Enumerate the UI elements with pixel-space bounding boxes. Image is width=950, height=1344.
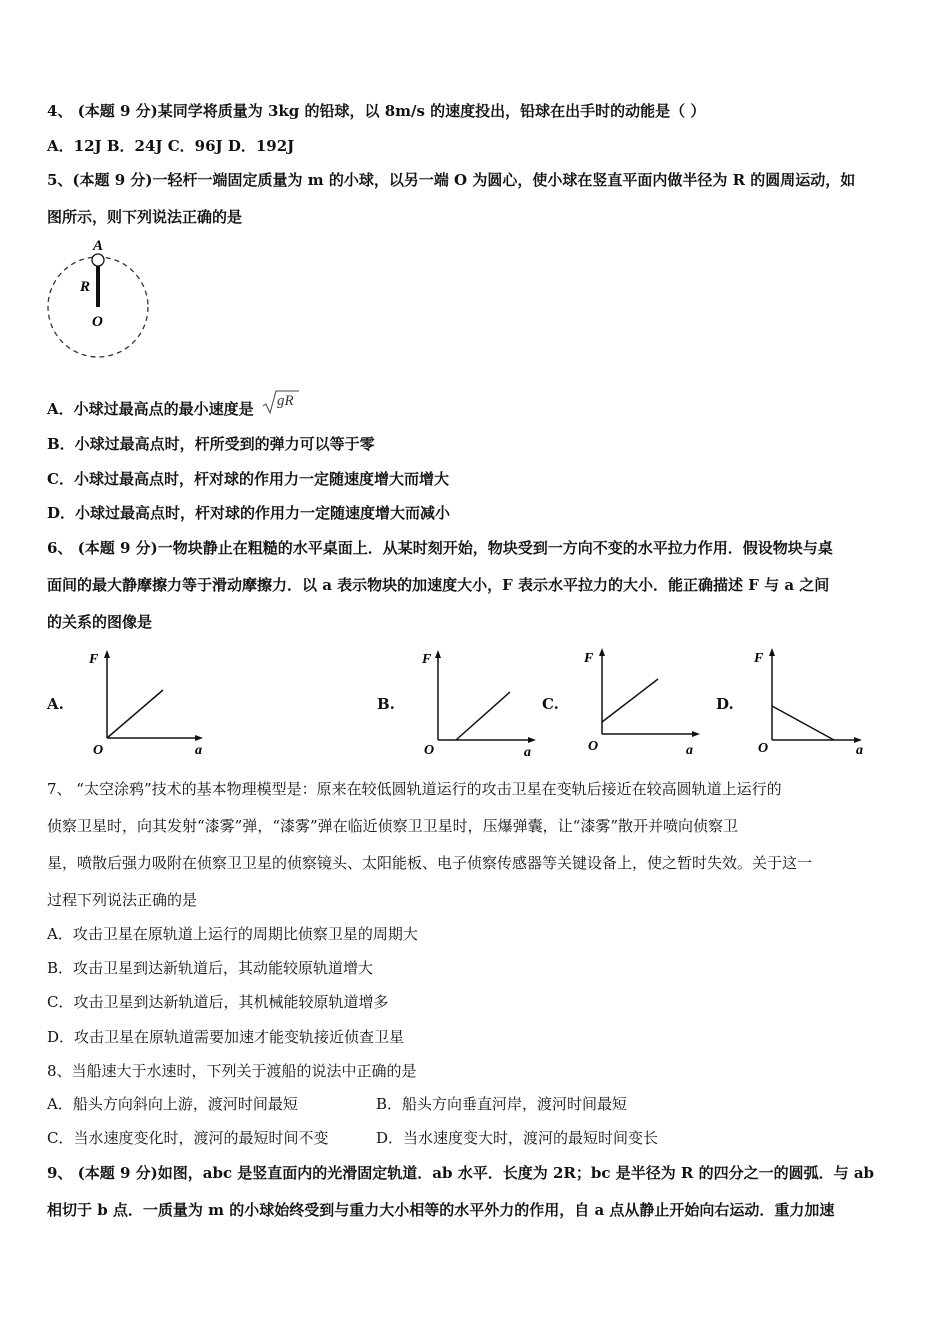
graph-d-label: D. (716, 695, 734, 713)
graph-c-label: C. (542, 695, 559, 713)
graph-d-line (772, 706, 834, 740)
q7-option-a: A．攻击卫星在原轨道上运行的周期比侦察卫星的周期大 (47, 925, 418, 943)
graph-a-origin: O (93, 743, 104, 758)
q5-option-a (47, 388, 301, 419)
graph-d (752, 646, 882, 758)
q7-line4: 过程下列说法正确的是 (47, 891, 198, 909)
q4-options: A．12J B．24J C．96J D．192J (47, 137, 295, 155)
formula-gR: gR (276, 393, 294, 409)
graph-d-x-label: a (856, 743, 863, 758)
q5-option-b: B．小球过最高点时，杆所受到的弹力可以等于零 (47, 435, 375, 453)
q4-stem: 4、 (本题 9 分)某同学将质量为 3kg 的铅球，以 8m/s 的速度投出，铅球在出手时的动能是（ ） (47, 102, 706, 120)
graph-c-y-label: F (584, 651, 594, 666)
q8-option-d: D．当水速度变大时，渡河的最短时间变长 (376, 1129, 659, 1147)
q5-stem-line1: 5、(本题 9 分)一轻杆一端固定质量为 m 的小球，以另一端 O 为圆心，使小球在竖直平面内做半径为 R 的圆周运动，如 (47, 171, 856, 189)
graph-d-y-label: F (754, 651, 764, 666)
q6-line3: 的关系的图像是 (47, 613, 153, 631)
q8-stem: 8、当船速大于水速时，下列关于渡船的说法中正确的是 (47, 1062, 417, 1080)
q6-line1: 6、 (本题 9 分)一物块静止在粗糙的水平桌面上．从某时刻开始，物块受到一方向不变的水平拉力作用．假设物块与桌 (47, 539, 833, 557)
q5-option-d: D．小球过最高点时，杆对球的作用力一定随速度增大而减小 (47, 504, 451, 522)
q7-option-c: C．攻击卫星到达新轨道后，其机械能较原轨道增多 (47, 993, 389, 1011)
graph-b (418, 648, 548, 760)
q8-option-b: B．船头方向垂直河岸，渡河时间最短 (376, 1095, 628, 1113)
q8-option-a: A．船头方向斜向上游，渡河时间最短 (47, 1095, 298, 1113)
graph-d-origin: O (758, 741, 769, 756)
graph-b-origin: O (424, 743, 435, 758)
q7-line1: 7、 “太空涂鸦”技术的基本物理模型是：原来在较低圆轨道运行的攻击卫星在变轨后接近在较高圆轨道上运行的 (47, 780, 782, 798)
graph-a-y-label: F (89, 652, 99, 667)
q7-line2: 侦察卫星时，向其发射“漆雾”弹，“漆雾”弹在临近侦察卫卫星时，压爆弹囊，让“漆雾”散开并喷向侦察卫 (47, 817, 739, 835)
graph-c-line (602, 679, 658, 722)
graph-c-origin: O (588, 739, 599, 754)
graph-b-x-label: a (524, 745, 531, 760)
graph-b-line (456, 692, 510, 740)
q5-stem-line2: 图所示，则下列说法正确的是 (47, 208, 243, 226)
q5-circle-figure (40, 236, 160, 366)
graph-a (85, 648, 215, 760)
label-O: O (92, 314, 103, 330)
graph-a-label: A. (47, 695, 64, 713)
q9-line2: 相切于 b 点．一质量为 m 的小球始终受到与重力大小相等的水平外力的作用，自 a 点从静止开始向右运动．重力加速 (47, 1201, 835, 1219)
q5-option-c: C．小球过最高点时，杆对球的作用力一定随速度增大而增大 (47, 470, 449, 488)
graph-c (582, 646, 712, 758)
graph-a-x-label: a (195, 743, 202, 758)
graph-b-y-label: F (422, 652, 432, 667)
q7-line3: 星，喷散后强力吸附在侦察卫卫星的侦察镜头、太阳能板、电子侦察传感器等关键设备上，使之暂时失效。关于这一 (47, 854, 813, 872)
label-R: R (80, 279, 91, 295)
q7-option-d: D．攻击卫星在原轨道需要加速才能变轨接近侦查卫星 (47, 1028, 405, 1046)
label-A: A (93, 238, 104, 254)
graph-b-label: B. (377, 695, 395, 713)
q5-option-a-text: A．小球过最高点的最小速度是 (47, 400, 254, 418)
q7-option-b: B．攻击卫星到达新轨道后，其动能较原轨道增大 (47, 959, 374, 977)
ball (92, 254, 104, 266)
q9-line1: 9、 (本题 9 分)如图，abc 是竖直面内的光滑固定轨道．ab 水平．长度为 2R；bc 是半径为 R 的四分之一的圆弧．与 ab (47, 1164, 875, 1182)
q8-option-c: C．当水速度变化时，渡河的最短时间不变 (47, 1129, 329, 1147)
graph-a-line (107, 690, 163, 738)
sqrt-gR-formula (261, 388, 301, 416)
graph-c-x-label: a (686, 743, 693, 758)
q6-line2: 面间的最大静摩擦力等于滑动摩擦力．以 a 表示物块的加速度大小，F 表示水平拉力的大小．能正确描述 F 与 a 之间 (47, 576, 830, 594)
